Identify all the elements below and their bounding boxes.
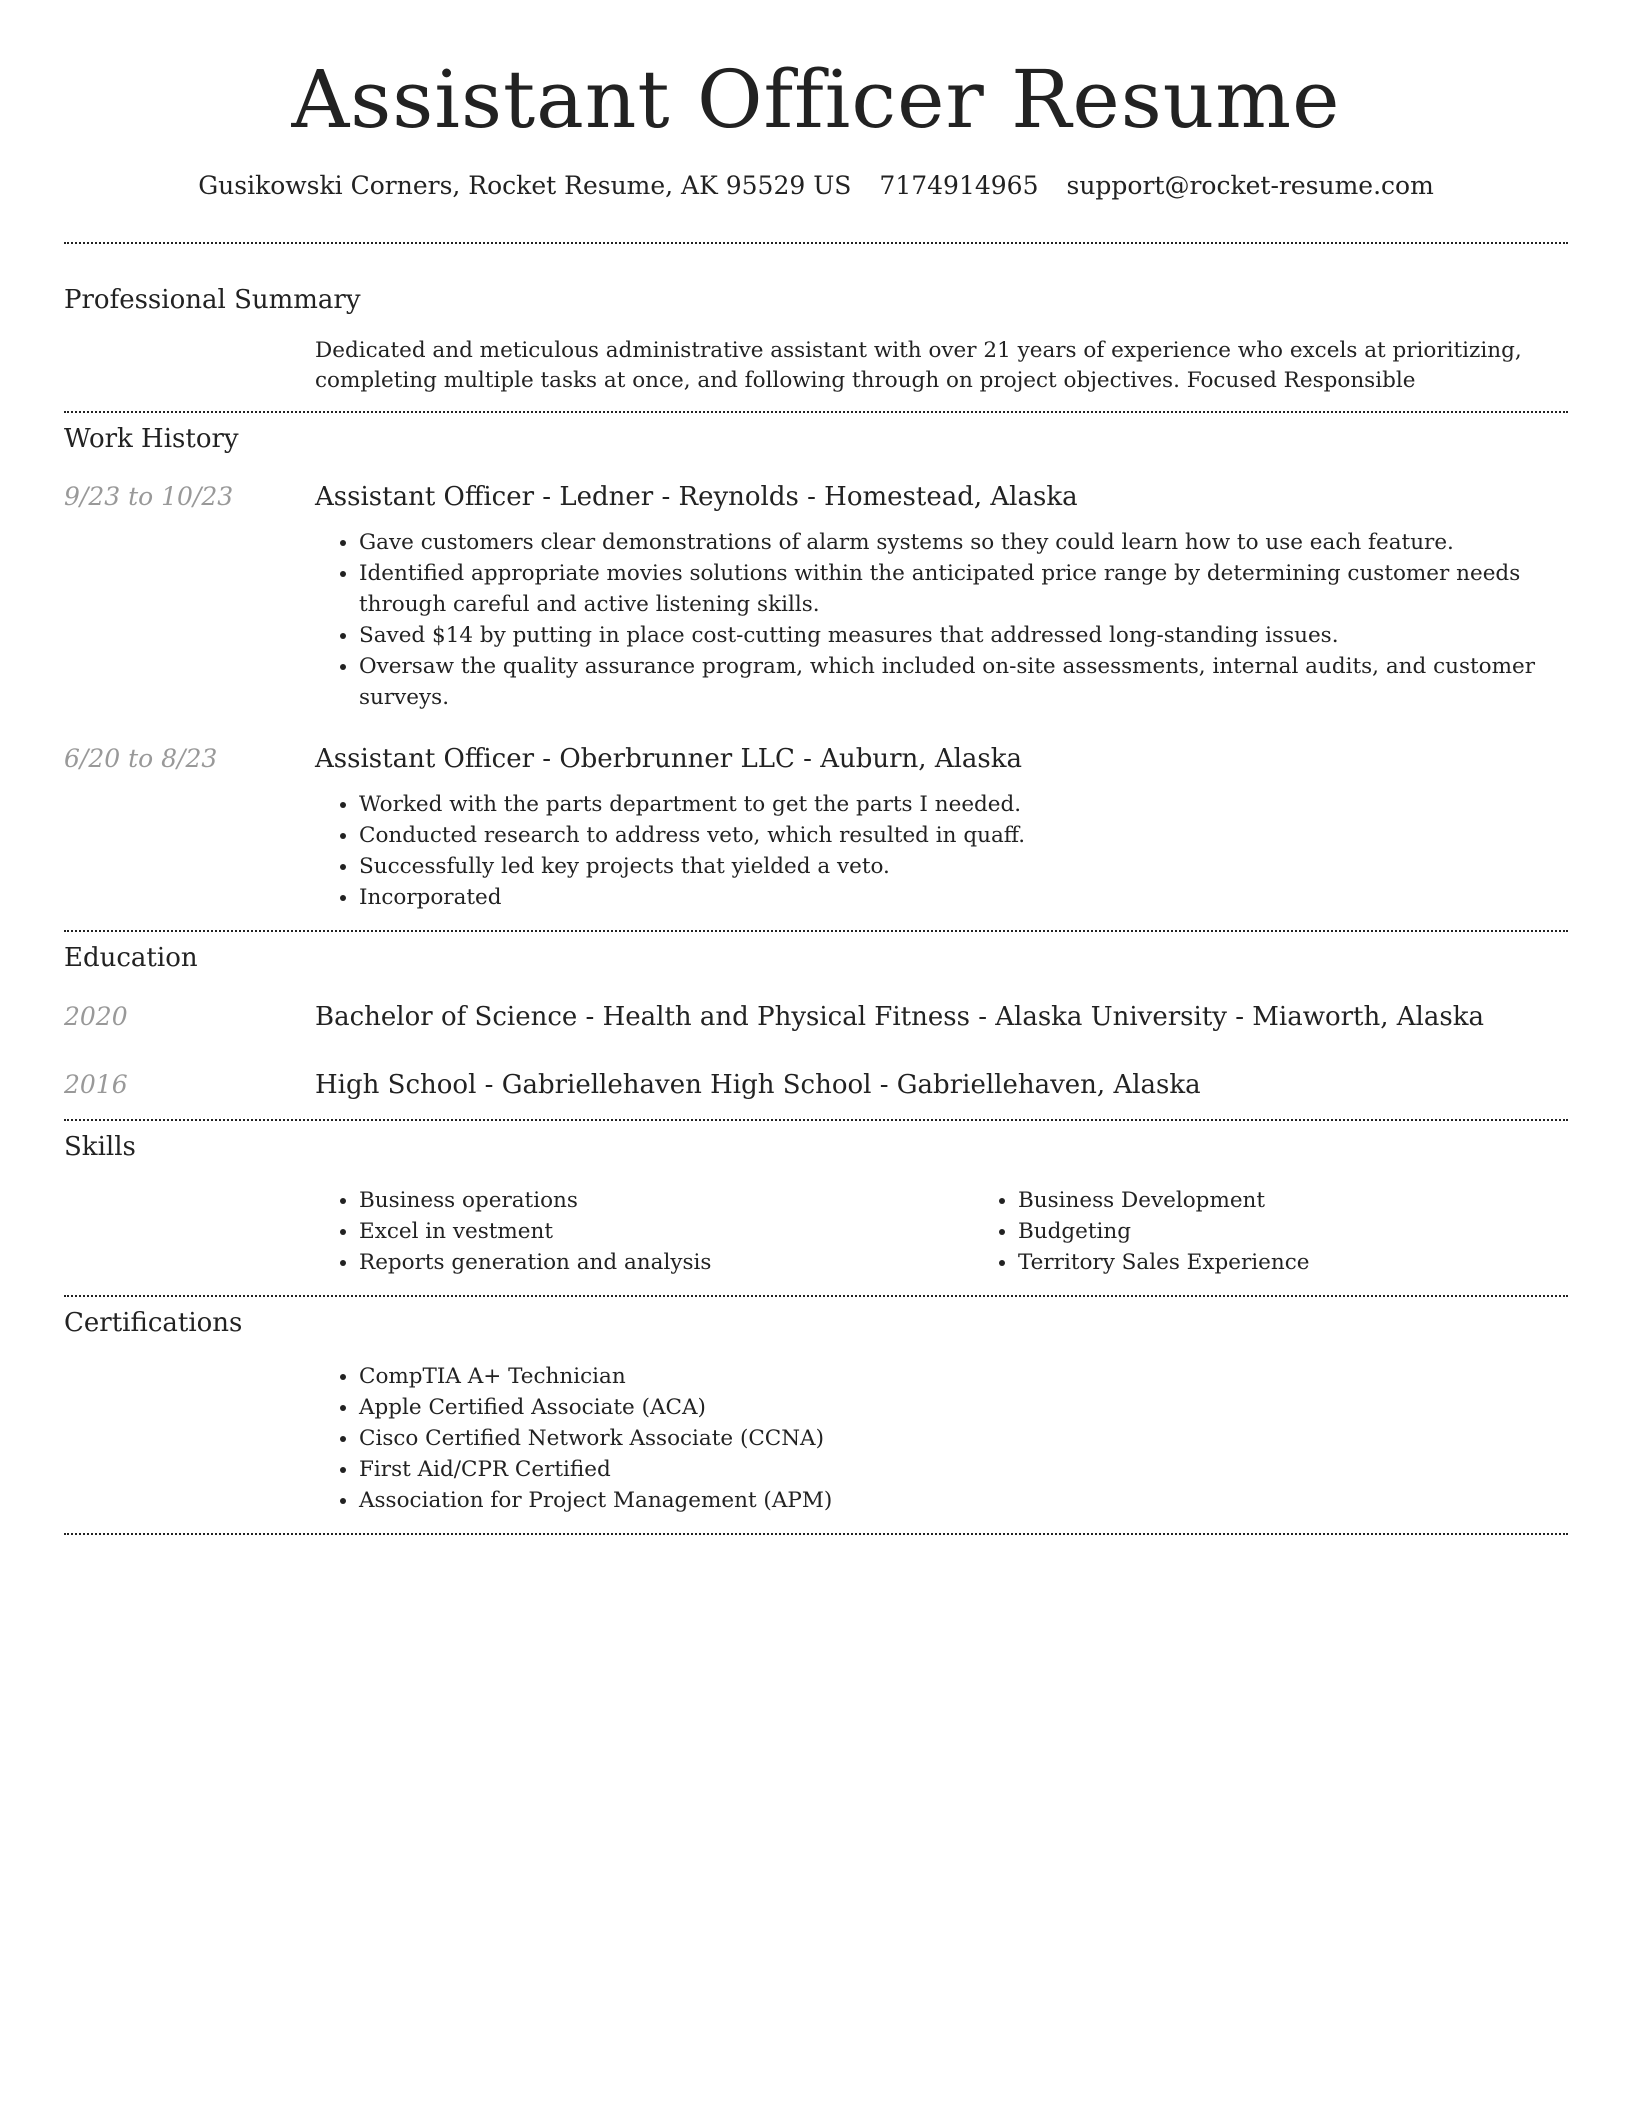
list-item: • Cisco Certified Network Associate (CCNA) [359, 1423, 1568, 1454]
section-heading-work: Work History [64, 424, 239, 454]
job-title: Assistant Officer - Ledner - Reynolds - Homestead, Alaska [315, 482, 1078, 512]
list-item: • Association for Project Management (APM) [359, 1485, 1568, 1516]
skills-list-right [974, 1185, 1632, 1278]
skills-section [64, 1121, 1568, 1278]
education-year: 2020 [64, 1002, 128, 1031]
education-entry [64, 1000, 1568, 1034]
list-item: • Saved $14 by putting in place cost-cutting measures that addressed long-standing issues. [359, 620, 1568, 651]
contact-email: support@rocket-resume.com [1066, 171, 1434, 200]
list-item: • CompTIA A+ Technician [359, 1361, 1568, 1392]
list-item: • Oversaw the quality assurance program, which included on-site assessments, internal audits, and customer surveys. [359, 651, 1568, 713]
certifications-list [315, 1361, 1568, 1516]
education-entry [64, 1068, 1568, 1102]
list-item: • Budgeting [1018, 1216, 1632, 1247]
list-item: • Worked with the parts department to get the parts I needed. [359, 789, 1568, 820]
contact-line [64, 168, 1568, 204]
list-item: • Territory Sales Experience [1018, 1247, 1632, 1278]
list-item: • Apple Certified Associate (ACA) [359, 1392, 1568, 1423]
job-entry [64, 480, 1568, 713]
list-item: • First Aid/CPR Certified [359, 1454, 1568, 1485]
resume-content [64, 0, 1568, 1535]
list-item: • Gave customers clear demonstrations of alarm systems so they could learn how to use each feature. [359, 527, 1568, 558]
education-title: High School - Gabriellehaven High School - Gabriellehaven, Alaska [315, 1070, 1201, 1100]
list-item: • Successfully led key projects that yielded a veto. [359, 851, 1568, 882]
divider [64, 1533, 1568, 1535]
certifications-section [64, 1297, 1568, 1516]
list-item: • Incorporated [359, 882, 1568, 913]
job-dates: 6/20 to 8/23 [64, 744, 218, 773]
work-history-section [64, 413, 1568, 913]
list-item: • Reports generation and analysis [359, 1247, 974, 1278]
resume-title: Assistant Officer Resume [291, 53, 1341, 146]
section-heading-education: Education [64, 943, 198, 973]
job-bullets [315, 527, 1568, 713]
list-item: • Conducted research to address veto, which resulted in quaff. [359, 820, 1568, 851]
education-title: Bachelor of Science - Health and Physical Fitness - Alaska University - Miaworth, Alaska [315, 1002, 1484, 1032]
contact-phone: 7174914965 [879, 171, 1039, 200]
summary-section [64, 244, 1568, 396]
list-item: • Excel in vestment [359, 1216, 974, 1247]
list-item: • Identified appropriate movies solutions within the anticipated price range by determining customer needs through careful and active listening skills. [359, 558, 1568, 620]
job-entry [64, 742, 1568, 913]
summary-text: Dedicated and meticulous administrative assistant with over 21 years of experience who excels at prioritizing, completing multiple tasks at once, and following through on project objectives. Focused Responsible [315, 338, 1522, 393]
job-bullets [315, 789, 1568, 913]
section-heading-summary: Professional Summary [64, 285, 361, 315]
job-title: Assistant Officer - Oberbrunner LLC - Auburn, Alaska [315, 744, 1023, 774]
section-heading-skills: Skills [64, 1132, 136, 1162]
section-heading-certifications: Certifications [64, 1308, 243, 1338]
job-dates: 9/23 to 10/23 [64, 482, 234, 511]
education-year: 2016 [64, 1070, 128, 1099]
education-section [64, 932, 1568, 1102]
list-item: • Business Development [1018, 1185, 1632, 1216]
skills-list-left [315, 1185, 974, 1278]
contact-address: Gusikowski Corners, Rocket Resume, AK 95529 US [198, 171, 852, 200]
list-item: • Business operations [359, 1185, 974, 1216]
